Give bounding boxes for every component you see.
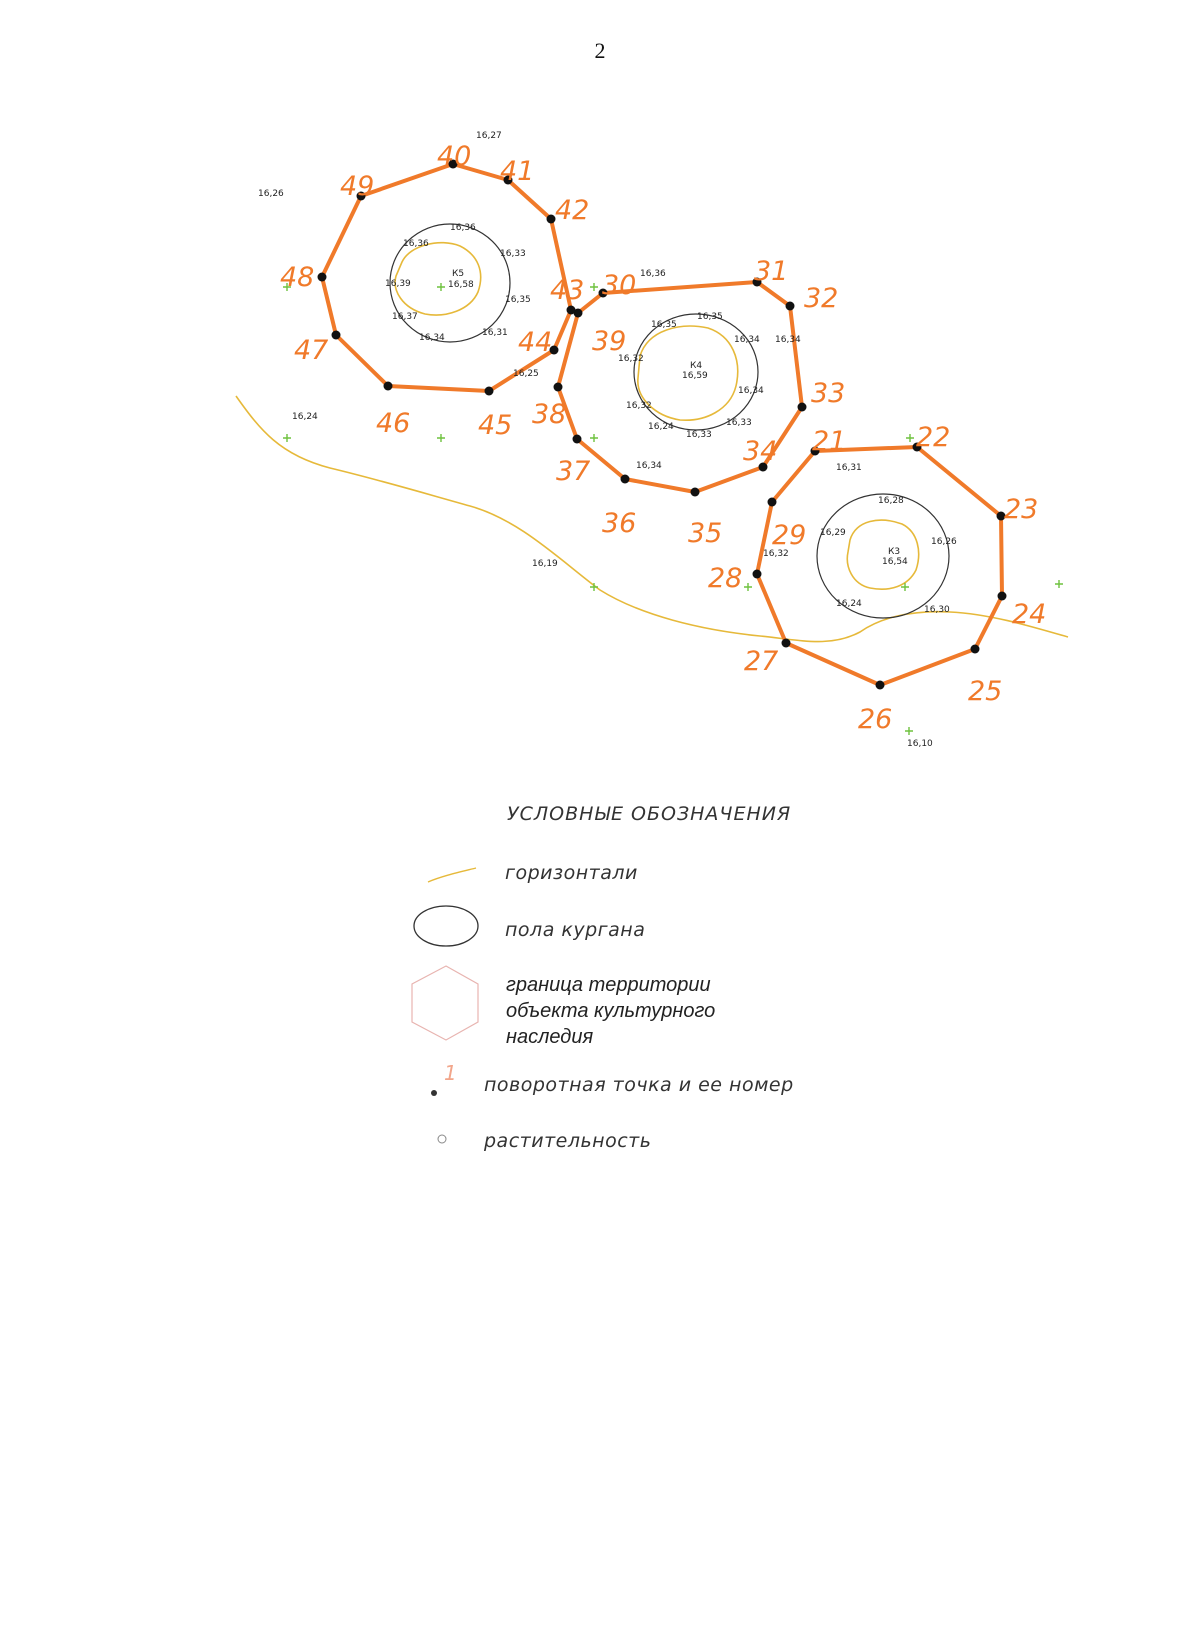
mound-name: К5 [452, 269, 465, 279]
legend-point-label: поворотная точка и ее номер [484, 1074, 794, 1096]
point-label-37: 37 [556, 456, 591, 487]
legend-boundary-label [506, 972, 715, 1050]
turning-point-24 [998, 592, 1007, 601]
legend-vegetation-label: растительность [484, 1130, 652, 1152]
spot-elevation: 16,39 [385, 279, 411, 289]
legend-boundary-line-3: наследия [506, 1026, 594, 1048]
point-label-32: 32 [804, 283, 839, 314]
spot-elevation: 16,36 [403, 239, 429, 249]
legend-boundary-line-1: граница территории [506, 974, 711, 996]
mound-name: К3 [888, 547, 901, 557]
turning-point-48 [318, 273, 327, 282]
spot-elevation: 16,24 [292, 412, 318, 422]
spot-elevation: 16,24 [836, 599, 862, 609]
spot-elevation: 16,27 [476, 131, 502, 141]
spot-elevation: 16,37 [392, 312, 418, 322]
spot-elevation: 16,28 [878, 496, 904, 506]
turning-point-35 [691, 488, 700, 497]
spot-elevation: 16,30 [924, 605, 950, 615]
spot-elevation: 16,25 [513, 369, 539, 379]
point-label-28: 28 [708, 563, 743, 594]
point-label-40: 40 [437, 141, 472, 172]
point-label-22: 22 [916, 422, 951, 453]
turning-point-37 [573, 435, 582, 444]
spot-elevation: 16,34 [775, 335, 801, 345]
mound-elevation: 16,58 [448, 280, 474, 290]
vegetation-marker-8 [744, 583, 752, 591]
turning-point-47 [332, 331, 341, 340]
boundary-polygon-1 [757, 447, 1002, 685]
legend-contour-symbol [428, 868, 476, 882]
mound-center-k3 [882, 547, 908, 567]
point-label-34: 34 [743, 436, 778, 467]
point-label-24: 24 [1012, 599, 1047, 630]
spot-elevation: 16,19 [532, 559, 558, 569]
contour-k3 [847, 520, 918, 589]
spot-elevation: 16,31 [482, 328, 508, 338]
legend-boundary-symbol [412, 966, 478, 1040]
legend-point-sample-number: 1 [444, 1061, 457, 1085]
spot-elevation: 16,10 [907, 739, 933, 749]
point-label-49: 49 [340, 171, 375, 202]
turning-point-36 [621, 475, 630, 484]
spot-elevation: 16,32 [618, 354, 644, 364]
mound-center-k4 [682, 361, 708, 381]
spot-elevation: 16,34 [734, 335, 760, 345]
spot-elevation: 16,35 [697, 312, 723, 322]
legend-contours-label: горизонтали [505, 862, 638, 884]
legend-title: УСЛОВНЫЕ ОБОЗНАЧЕНИЯ [507, 803, 792, 825]
spot-elevation: 16,26 [258, 189, 284, 199]
point-label-42: 42 [555, 195, 590, 226]
vegetation-marker-7 [906, 434, 914, 442]
spot-elevation: 16,33 [726, 418, 752, 428]
vegetation-marker-3 [590, 283, 598, 291]
point-label-38: 38 [532, 399, 567, 430]
vegetation-markers [283, 283, 1063, 735]
point-label-36: 36 [602, 508, 637, 539]
vegetation-marker-11 [1055, 580, 1063, 588]
point-label-31: 31 [754, 256, 789, 287]
spot-elevation: 16,32 [763, 549, 789, 559]
point-label-43: 43 [550, 275, 585, 306]
legend-mound-floor-symbol [414, 906, 478, 946]
point-label-39: 39 [592, 326, 627, 357]
point-label-46: 46 [376, 408, 411, 439]
turning-point-43 [567, 306, 576, 315]
turning-point-32 [786, 302, 795, 311]
spot-elevations [258, 131, 957, 749]
point-label-45: 45 [478, 410, 513, 441]
point-label-48: 48 [280, 262, 315, 293]
point-label-30: 30 [602, 270, 637, 301]
point-label-26: 26 [858, 704, 893, 735]
point-labels [280, 141, 1046, 735]
spot-elevation: 16,33 [500, 249, 526, 259]
vegetation-marker-5 [437, 434, 445, 442]
mound-elevation: 16,54 [882, 557, 908, 567]
turning-point-27 [782, 639, 791, 648]
spot-elevation: 16,36 [450, 223, 476, 233]
spot-elevation: 16,34 [419, 333, 445, 343]
mound-center-k5 [448, 269, 474, 290]
turning-point-33 [798, 403, 807, 412]
spot-elevation: 16,34 [738, 386, 764, 396]
mound-elevation: 16,59 [682, 371, 708, 381]
legend-boundary-line-2: объекта культурного [506, 1000, 716, 1022]
turning-point-46 [384, 382, 393, 391]
legend-vegetation-symbol [438, 1135, 446, 1143]
turning-point-25 [971, 645, 980, 654]
turning-point-29 [768, 498, 777, 507]
point-label-44: 44 [518, 327, 553, 358]
page-number: 2 [594, 38, 606, 63]
spot-elevation: 16,36 [640, 269, 666, 279]
point-label-41: 41 [500, 156, 535, 187]
mound-name: К4 [690, 361, 703, 371]
point-label-29: 29 [772, 520, 807, 551]
point-label-21: 21 [812, 426, 847, 457]
legend-mound-floor-label: пола кургана [505, 919, 646, 941]
point-label-33: 33 [811, 378, 846, 409]
spot-elevation: 16,26 [931, 537, 957, 547]
point-label-25: 25 [968, 676, 1003, 707]
vegetation-marker-12 [905, 727, 913, 735]
vegetation-marker-2 [437, 283, 445, 291]
spot-elevation: 16,24 [648, 422, 674, 432]
turning-point-38 [554, 383, 563, 392]
point-label-27: 27 [744, 646, 779, 677]
vegetation-marker-4 [283, 434, 291, 442]
spot-elevation: 16,35 [505, 295, 531, 305]
spot-elevation: 16,31 [836, 463, 862, 473]
spot-elevation: 16,35 [651, 320, 677, 330]
spot-elevation: 16,34 [636, 461, 662, 471]
turning-point-26 [876, 681, 885, 690]
vegetation-marker-6 [590, 434, 598, 442]
legend-point-symbol [431, 1090, 437, 1096]
spot-elevation: 16,33 [686, 430, 712, 440]
point-label-35: 35 [688, 518, 723, 549]
point-label-47: 47 [294, 335, 329, 366]
turning-point-28 [753, 570, 762, 579]
spot-elevation: 16,32 [626, 401, 652, 411]
turning-point-45 [485, 387, 494, 396]
point-label-23: 23 [1004, 494, 1039, 525]
spot-elevation: 16,29 [820, 528, 846, 538]
